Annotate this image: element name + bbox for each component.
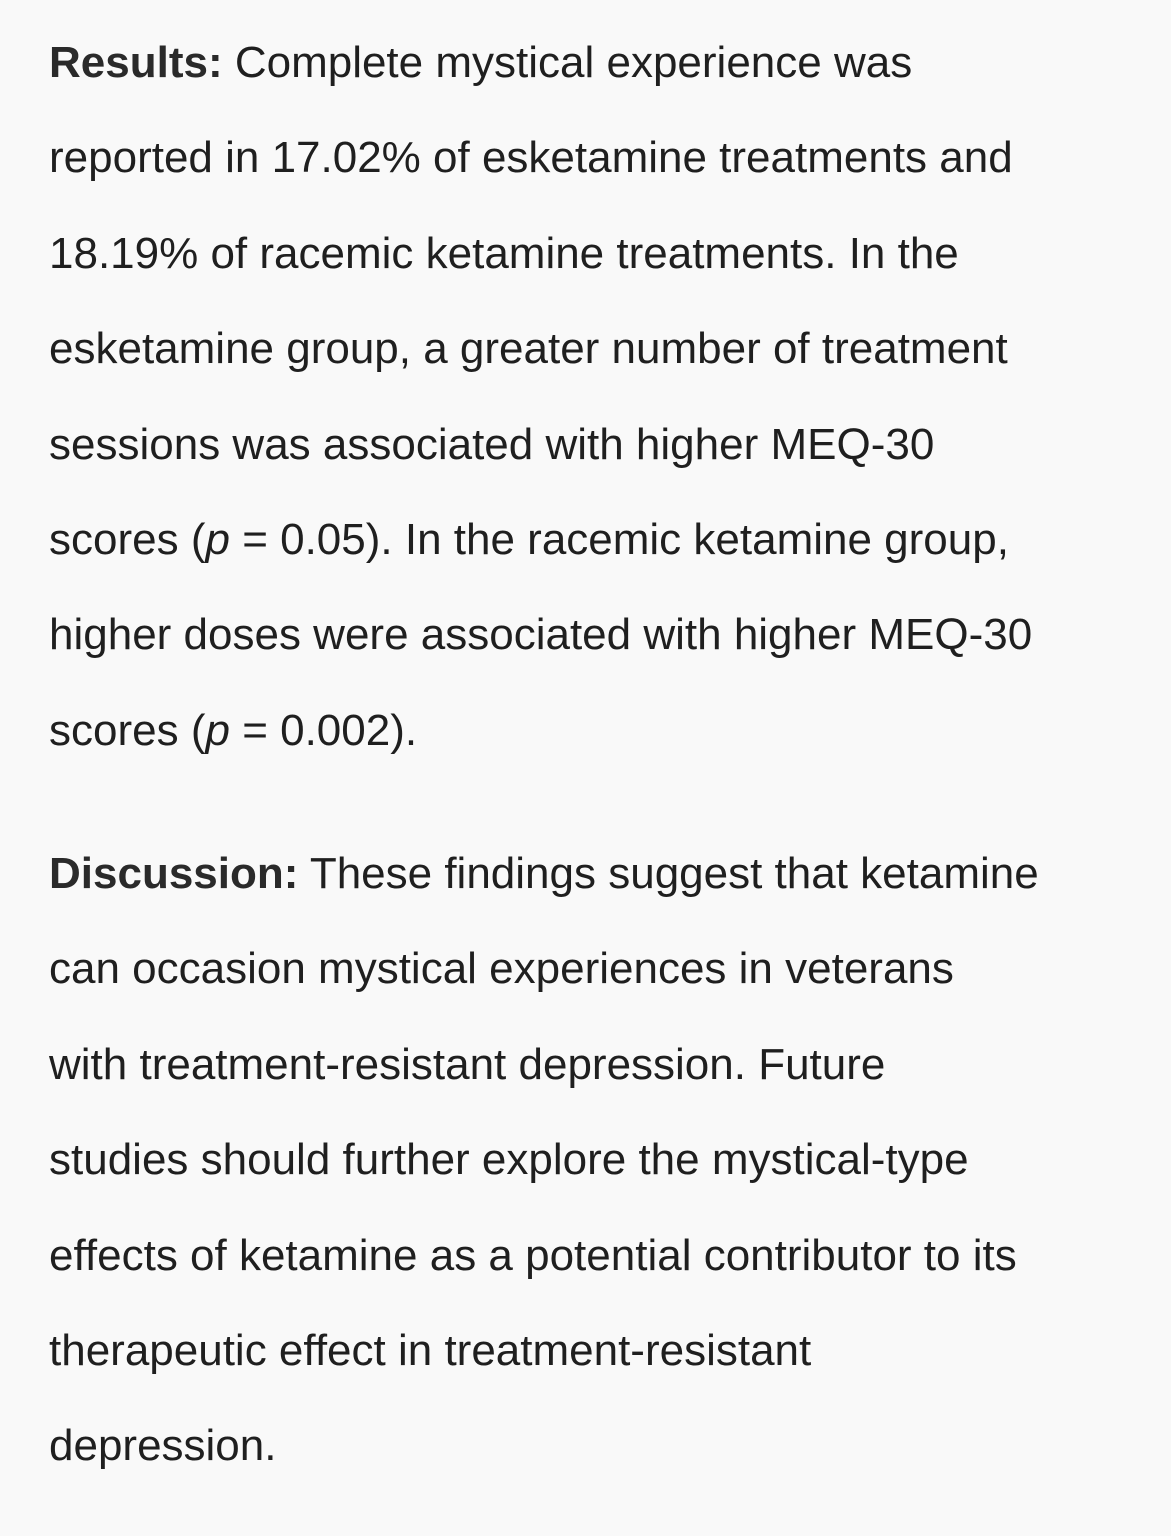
discussion-line-2: can occasion mystical experiences in veterans [49,944,954,994]
results-text-1: Complete mystical experience was [222,38,913,87]
discussion-line-1 [49,826,1149,921]
results-line-2: reported in 17.02% of esketamine treatments and [49,133,1013,183]
results-line-7: higher doses were associated with higher MEQ-30 [49,610,1033,660]
results-line-5: sessions was associated with higher MEQ-30 [49,419,935,469]
results-line-1 [49,15,1149,110]
p-value-symbol: p [205,515,230,565]
discussion-line-6: therapeutic effect in treatment-resistant [49,1326,812,1376]
results-paragraph [49,15,1149,778]
discussion-heading: Discussion: [49,849,299,898]
discussion-text-1: These findings suggest that ketamine [298,849,1039,898]
discussion-line-7: depression. [49,1421,277,1471]
discussion-paragraph [49,826,1149,1494]
results-line-8-post: = 0.002). [229,705,418,755]
discussion-line-5: effects of ketamine as a potential contributor to its [49,1230,1017,1280]
results-line-6-pre: scores ( [49,515,206,565]
discussion-line-3: with treatment-resistant depression. Future [49,1039,886,1089]
discussion-line-4: studies should further explore the mystical-type [49,1135,969,1185]
results-line-8 [49,683,1149,778]
results-line-6 [49,492,1149,587]
results-heading: Results: [49,38,223,87]
p-value-symbol: p [205,705,230,755]
results-line-6-post: = 0.05). In the racemic ketamine group, [229,515,1009,565]
results-line-8-pre: scores ( [49,705,206,755]
results-line-4: esketamine group, a greater number of treatment [49,324,1008,374]
results-line-3: 18.19% of racemic ketamine treatments. In the [49,228,959,278]
